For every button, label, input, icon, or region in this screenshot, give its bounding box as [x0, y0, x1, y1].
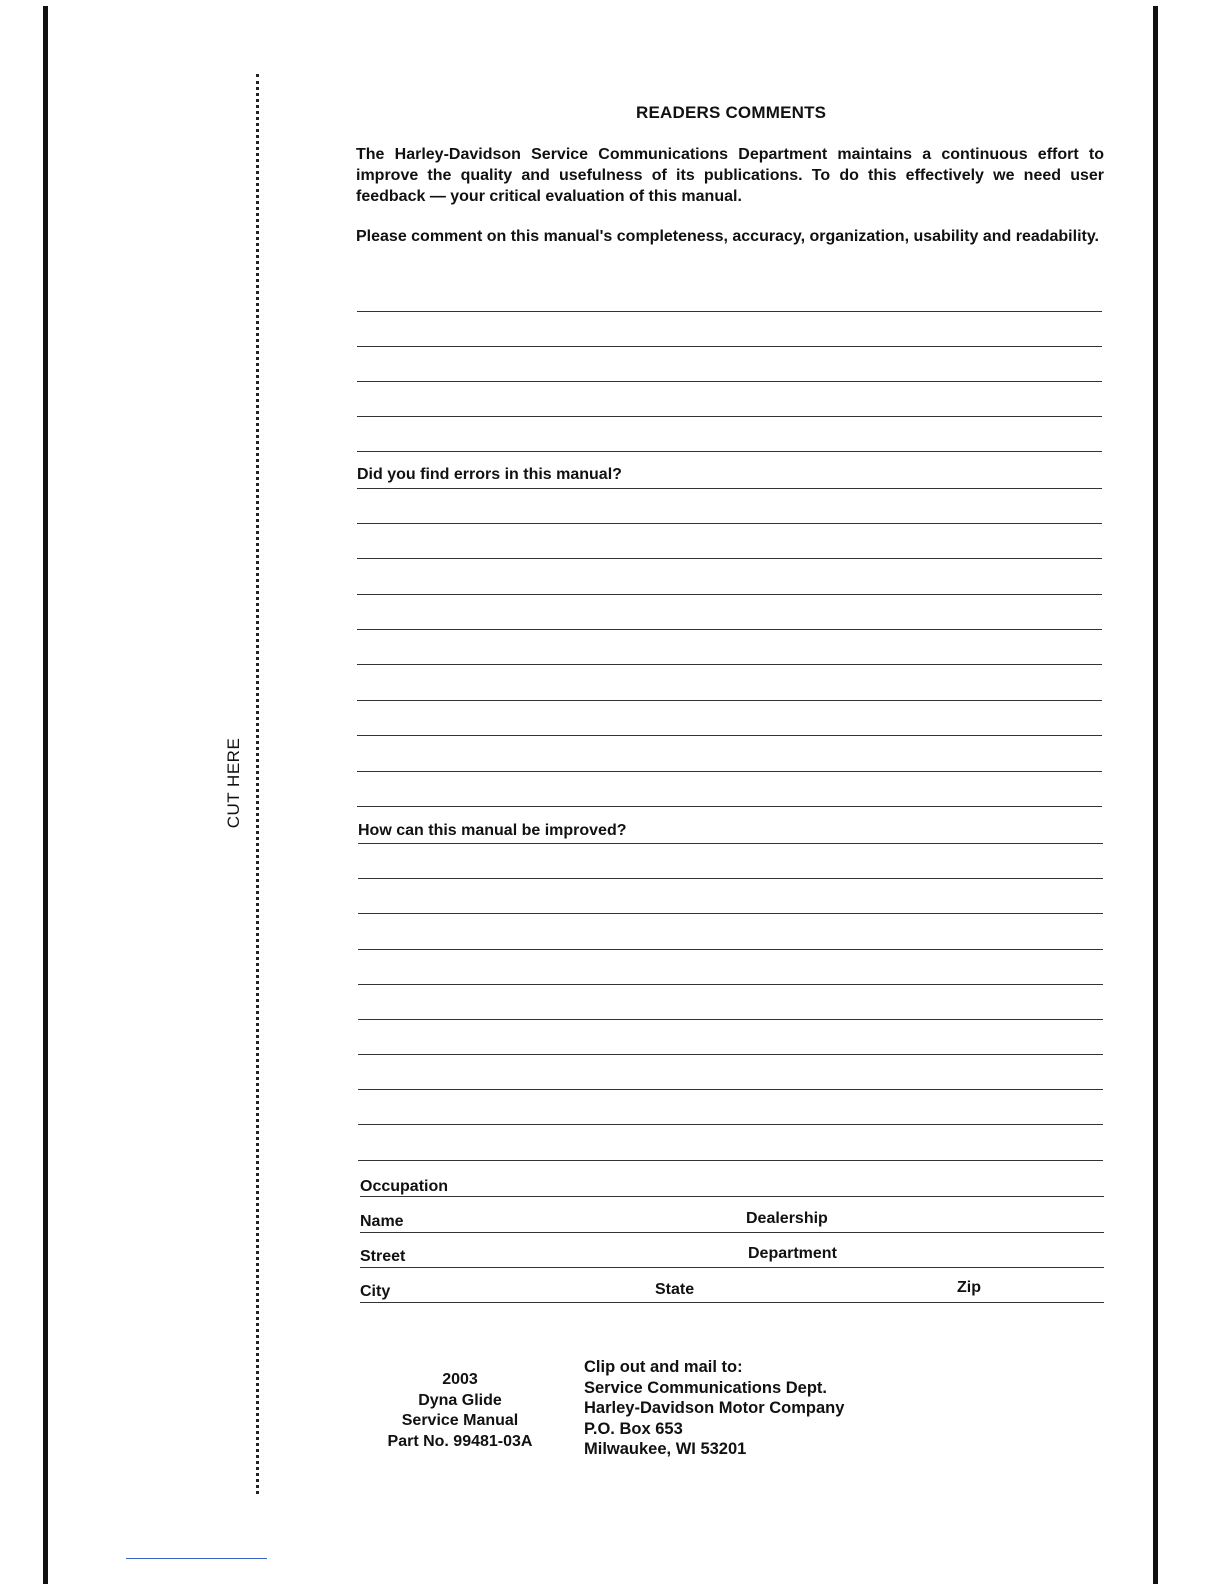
errors-line[interactable] — [357, 558, 1102, 559]
cut-here-label: CUT HERE — [224, 737, 243, 829]
mailing-address — [584, 1357, 844, 1460]
errors-line[interactable] — [357, 806, 1102, 807]
name-label: Name — [360, 1213, 404, 1230]
address-line: Service Communications Dept. — [584, 1378, 827, 1397]
errors-line[interactable] — [357, 664, 1102, 665]
improve-line[interactable] — [358, 1124, 1103, 1125]
comment-line[interactable] — [357, 346, 1102, 347]
manual-info — [370, 1370, 550, 1452]
improve-line[interactable] — [358, 878, 1103, 879]
comment-line[interactable] — [357, 416, 1102, 417]
manual-year: 2003 — [442, 1371, 478, 1388]
occupation-label: Occupation — [360, 1178, 449, 1195]
state-label: State — [655, 1281, 695, 1298]
city-label: City — [360, 1283, 391, 1300]
manual-type: Service Manual — [401, 1412, 519, 1429]
page-title: READERS COMMENTS — [636, 103, 827, 122]
address-line: P.O. Box 653 — [584, 1419, 683, 1438]
manual-part-number: Part No. 99481-03A — [387, 1432, 533, 1450]
city-state-zip-field[interactable] — [360, 1302, 1104, 1303]
street-label: Street — [360, 1248, 406, 1265]
improve-line[interactable] — [358, 984, 1103, 985]
improve-line[interactable] — [358, 1089, 1103, 1090]
errors-line[interactable] — [357, 629, 1102, 630]
prompt-paragraph: Please comment on this manual's completeness, accuracy, organization, usability and readability. — [356, 228, 1099, 245]
page-border-left — [43, 6, 48, 1584]
errors-line[interactable] — [357, 700, 1102, 701]
improve-line[interactable] — [358, 1019, 1103, 1020]
comment-line[interactable] — [357, 311, 1102, 312]
errors-line[interactable] — [357, 735, 1102, 736]
address-line: Milwaukee, WI 53201 — [584, 1440, 747, 1458]
comment-line[interactable] — [357, 451, 1102, 452]
name-dealership-field[interactable] — [360, 1232, 1104, 1233]
link-underline — [126, 1558, 267, 1559]
intro-paragraph: The Harley-Davidson Service Communications Department maintains a continuous effort to improve the quality and usefulness of its publications. To do this effectively we need user feedback — your critical evaluation of this manual. — [356, 146, 1104, 205]
street-department-field[interactable] — [360, 1267, 1104, 1268]
improve-line[interactable] — [358, 1054, 1103, 1055]
errors-line[interactable] — [357, 771, 1102, 772]
errors-line[interactable] — [357, 594, 1102, 595]
errors-question: Did you find errors in this manual? — [357, 466, 622, 483]
page-border-right — [1153, 6, 1158, 1584]
cut-line — [256, 74, 259, 1494]
occupation-field[interactable] — [360, 1196, 1104, 1197]
dealership-label: Dealership — [746, 1210, 828, 1227]
errors-line[interactable] — [357, 488, 1102, 489]
improve-question: How can this manual be improved? — [358, 822, 627, 839]
improve-line[interactable] — [358, 913, 1103, 914]
manual-model: Dyna Glide — [418, 1391, 502, 1409]
zip-label: Zip — [957, 1279, 981, 1296]
improve-line[interactable] — [358, 843, 1103, 844]
improve-line[interactable] — [358, 1160, 1103, 1161]
errors-line[interactable] — [357, 523, 1102, 524]
mail-heading: Clip out and mail to: — [584, 1358, 743, 1376]
improve-line[interactable] — [358, 949, 1103, 950]
address-line: Harley-Davidson Motor Company — [584, 1399, 845, 1417]
comment-line[interactable] — [357, 381, 1102, 382]
department-label: Department — [748, 1245, 837, 1262]
